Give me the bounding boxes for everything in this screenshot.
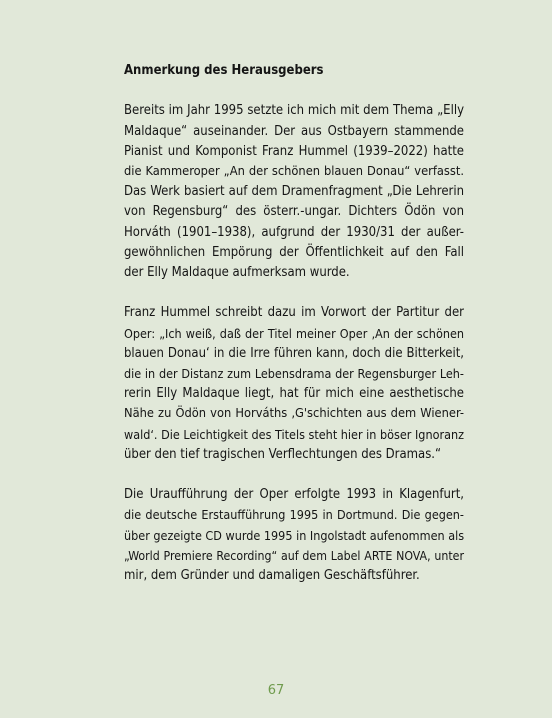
paragraph-3: [124, 485, 464, 586]
text-line: Nähe zu Ödön von Horváths ‚G'schichten aus dem Wiener-: [124, 406, 464, 422]
text-line: mir, dem Gründer und damaligen Geschäftsführer.: [124, 568, 420, 584]
text-line: Das Werk basiert auf dem Dramenfragment „Die Lehrerin: [124, 184, 464, 200]
text-line: die deutsche Erstaufführung 1995 in Dortmund. Die gegen-: [124, 507, 464, 523]
section-heading: Anmerkung des Herausgebers: [124, 63, 324, 78]
text-line: Horváth (1901–1938), aufgrund der 1930/31 der außer-: [124, 224, 464, 240]
text-line: wald‘. Die Leichtigkeit des Titels steht hier in böser Ignoranz: [124, 426, 464, 442]
text-line: über den tief tragischen Verflechtungen des Dramas.“: [124, 446, 442, 462]
text-line: Bereits im Jahr 1995 setzte ich mich mit dem Thema „Elly: [124, 103, 464, 119]
text-line: Pianist und Komponist Franz Hummel (1939–2022) hatte: [124, 143, 464, 159]
paragraph-1: [124, 101, 464, 283]
text-line: gewöhnlichen Empörung der Öffentlichkeit auf den Fall: [124, 244, 464, 260]
text-line: der Elly Maldaque aufmerksam wurde.: [124, 265, 350, 281]
text-line: die Kammeroper „An der schönen blauen Donau“ verfasst.: [124, 164, 464, 179]
text-line: blauen Donau‘ in die Irre führen kann, doch die Bitterkeit,: [124, 345, 464, 361]
text-line: Die Uraufführung der Oper erfolgte 1993 in Klagenfurt,: [124, 487, 464, 503]
text-line: „World Premiere Recording“ auf dem Label ARTE NOVA, unter: [124, 548, 464, 563]
text-block: [124, 61, 464, 606]
text-line: rerin Elly Maldaque liegt, hat für mich eine aesthetische: [124, 386, 464, 402]
paragraph-2: [124, 303, 464, 465]
text-line: Franz Hummel schreibt dazu im Vorwort der Partitur der: [124, 305, 464, 321]
text-line: über gezeigte CD wurde 1995 in Ingolstadt aufenommen als: [124, 527, 465, 543]
text-line: Maldaque“ auseinander. Der aus Ostbayern stammende: [124, 123, 464, 139]
page-number: 67: [267, 683, 285, 698]
text-line: von Regensburg“ des österr.-ungar. Dichters Ödön von: [124, 204, 464, 220]
text-line: Oper: „Ich weiß, daß der Titel meiner Oper ‚An der schönen: [124, 325, 464, 341]
text-line: die in der Distanz zum Lebensdrama der Regensburger Leh-: [124, 366, 464, 382]
